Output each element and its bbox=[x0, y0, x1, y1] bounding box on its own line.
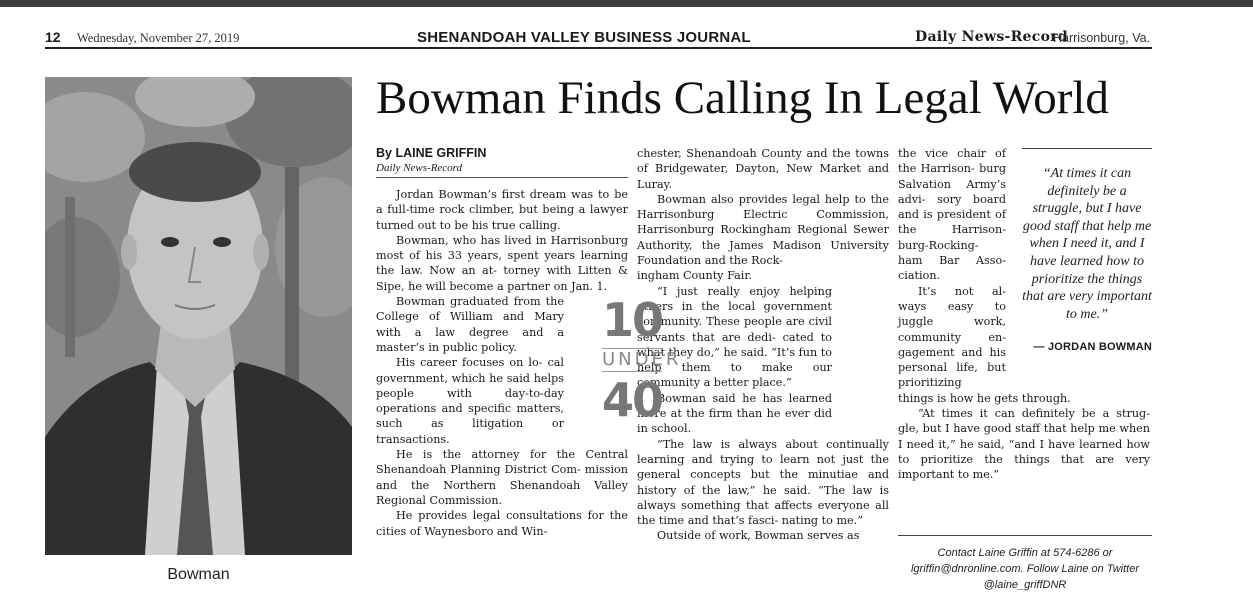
paragraph: the vice chair of the Harrison- burg Salvation Army’s advi- sory board and is president of the Harrison- burg-Rocking- ham Bar Asso- ciation. bbox=[898, 147, 1006, 283]
badge-number-bottom: 40 bbox=[601, 373, 662, 427]
pull-quote-attribution: — JORDAN BOWMAN bbox=[1033, 341, 1152, 354]
top-border-bar bbox=[0, 0, 1253, 7]
paragraph: Bowman said he has learned more at the firm than he ever did in school. bbox=[637, 391, 832, 436]
article-column-1 bbox=[376, 146, 628, 539]
pull-quote bbox=[1022, 148, 1152, 353]
article-column-2 bbox=[637, 146, 889, 544]
issue-date: Wednesday, November 27, 2019 bbox=[77, 31, 240, 45]
paragraph: “The law is always about continually learning and trying to learn not just the general concepts but the minutiae and history of the law,” he said. “The law is always something that affects everyone all the time and that’s fasci- nating to me.” bbox=[637, 437, 889, 528]
byline-organization: Daily News-Record bbox=[376, 161, 628, 178]
portrait-photo bbox=[45, 77, 352, 555]
headline: Bowman Finds Calling In Legal World bbox=[376, 72, 1109, 124]
paragraph: He provides legal consultations for the cities of Waynesboro and Win- bbox=[376, 509, 628, 538]
paragraph: chester, Shenandoah County and the towns of Bridgewater, Dayton, New Market and Luray. bbox=[637, 147, 889, 191]
badge-word: UNDER bbox=[602, 349, 682, 370]
paragraph: things is how he gets through. bbox=[898, 391, 1071, 405]
paragraph: ingham County Fair. bbox=[637, 269, 752, 283]
newspaper-name: Daily News-Record bbox=[915, 29, 1068, 45]
paragraph: It’s not al- ways easy to juggle work, community en- gagement and his personal life, but prioritizing bbox=[898, 284, 1006, 390]
paragraph: He is the attorney for the Central Shenandoah Planning District Com- mission and the Northern Shenandoah Valley Regional Commission. bbox=[376, 448, 628, 507]
author-contact-note: Contact Laine Griffin at 574-6286 or lgriffin@dnronline.com. Follow Laine on Twitter @laine_griffDNR bbox=[898, 535, 1152, 593]
paragraph: Bowman also provides legal help to the Harrisonburg Electric Commission, Harrisonburg Rockingham Regional Sewer Authority, the James Madison University Foundation and the Rock- bbox=[637, 192, 889, 268]
paragraph: His career focuses on lo- cal government, which he said helps people with day-to-day operations and specific matters, such as litigation or transactions. bbox=[376, 356, 564, 446]
paragraph: “At times it can definitely be a strug- gle, but I have good staff that help me when I need it,” he said, “and I have learned how to prioritize the things that are very important to me.” bbox=[898, 407, 1150, 482]
photo-caption: Bowman bbox=[167, 566, 230, 583]
page-header bbox=[45, 29, 1152, 49]
ten-under-forty-badge bbox=[596, 293, 682, 427]
badge-number-top: 10 bbox=[601, 293, 662, 347]
paragraph: Outside of work, Bowman serves as bbox=[657, 529, 860, 543]
paragraph: Bowman, who has lived in Harrisonburg most of his 33 years, spent years learning the law. Now an at- torney with Litten & Sipe, he will become a partner on Jan. 1. bbox=[376, 233, 628, 293]
pull-quote-text: “At times it can definitely be a struggle, but I have good staff that help me when I need it, and I have learned how to prioritize the things that are very important to me.” bbox=[1022, 166, 1152, 322]
paragraph: Bowman graduated from the College of William and Mary with a law degree and a master’s in public policy. bbox=[376, 295, 564, 354]
newspaper-location: Harrisonburg, Va. bbox=[1053, 31, 1151, 45]
page-number: 12 bbox=[45, 29, 61, 45]
paragraph: “I just really enjoy helping others in the local government community. These people are civil servants that are dedi- cated to what they do,” he said. “It’s fun to help them to make our community a better place.” bbox=[637, 284, 832, 390]
byline-author: By LAINE GRIFFIN bbox=[376, 146, 487, 160]
section-title: SHENANDOAH VALLEY BUSINESS JOURNAL bbox=[417, 29, 751, 46]
paragraph: Jordan Bowman’s first dream was to be a full-time rock climber, but being a lawyer turned out to be his true calling. bbox=[376, 188, 628, 232]
